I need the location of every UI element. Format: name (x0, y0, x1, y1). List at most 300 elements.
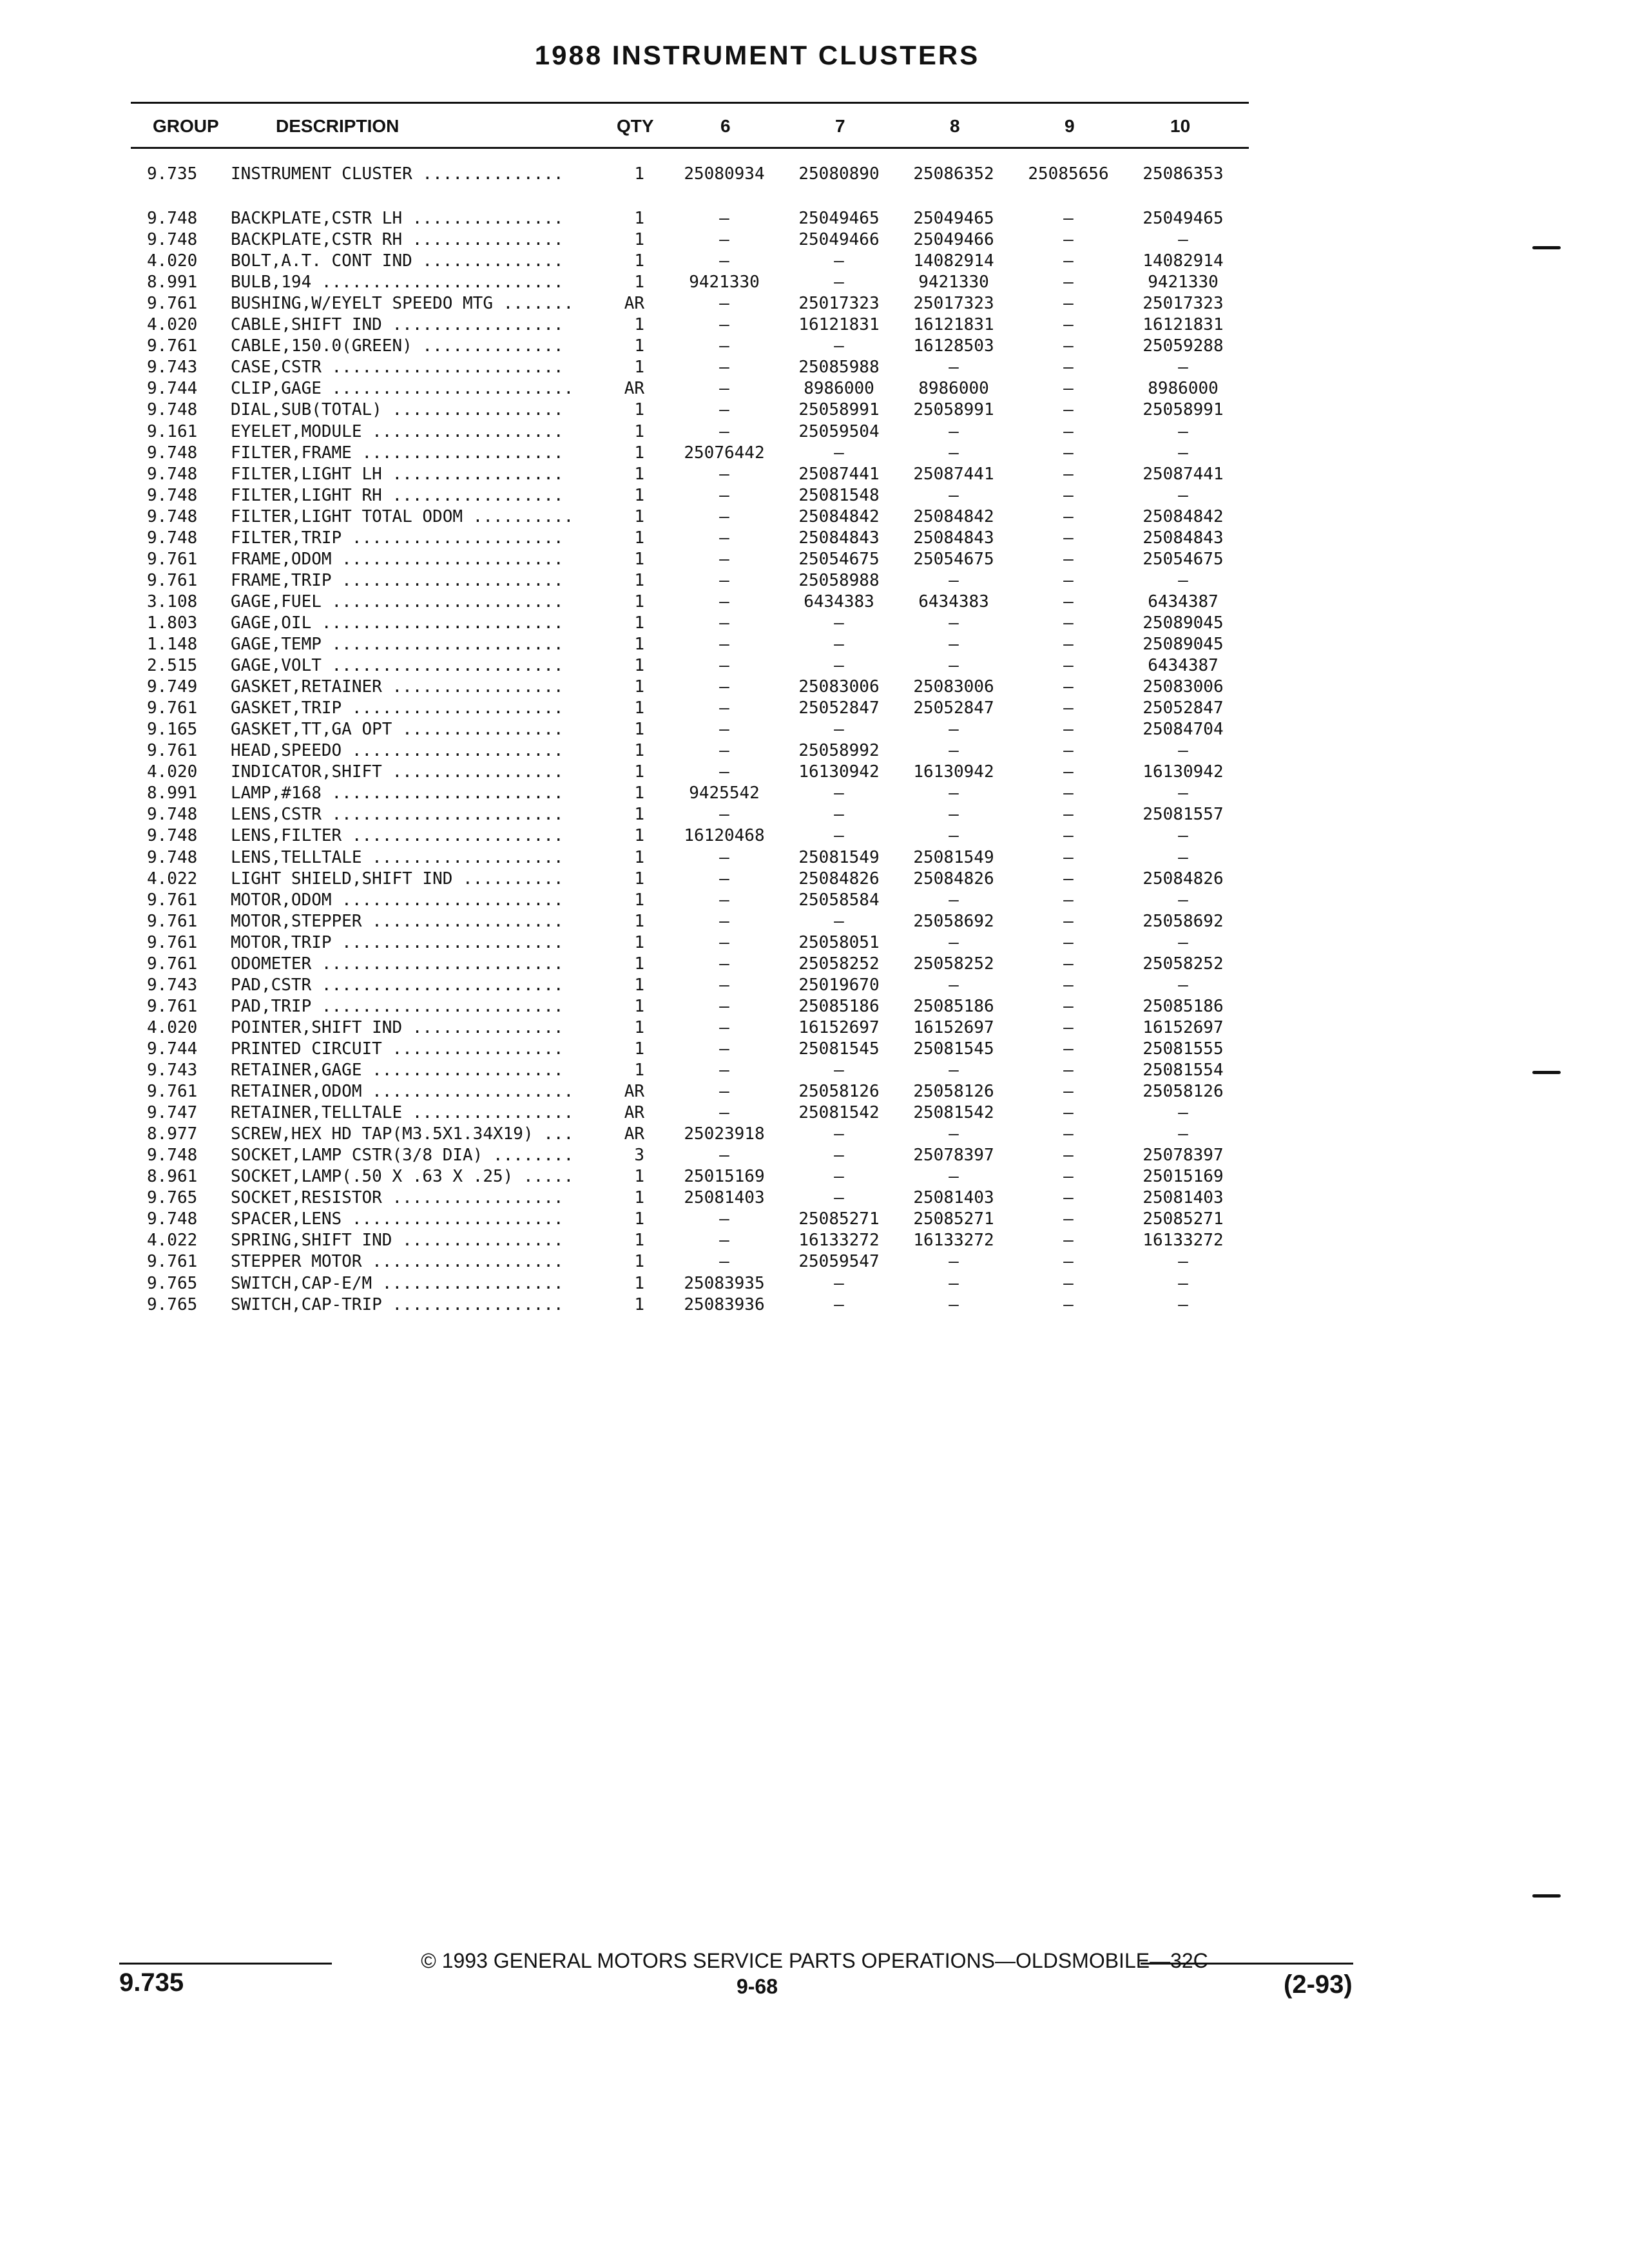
margin-mark (1532, 1894, 1561, 1898)
description-cell: GAGE,TEMP ....................... (231, 635, 564, 654)
part-number-cell: — (834, 1061, 844, 1080)
description-cell: PAD,TRIP ........................ (231, 996, 564, 1016)
part-number-cell: 25086352 (913, 164, 994, 184)
part-number-cell: 9421330 (1148, 273, 1219, 293)
part-number-cell: — (1063, 1017, 1074, 1037)
part-number-cell: — (1178, 230, 1188, 250)
part-number-cell: — (1063, 1294, 1074, 1314)
part-number-cell: — (1063, 762, 1074, 782)
table-row (0, 953, 1289, 975)
part-number-cell: — (1063, 294, 1074, 314)
table-row (0, 207, 1289, 229)
description-cell: SOCKET,LAMP(.50 X .63 X .25) ..... (231, 1167, 574, 1187)
part-number-cell: — (1063, 273, 1074, 293)
description-cell: SWITCH,CAP-E/M .................. (231, 1273, 564, 1293)
part-number-cell: 25052847 (913, 698, 994, 718)
part-number-cell: — (1178, 1124, 1188, 1144)
qty-cell: 1 (634, 549, 644, 569)
description-cell: GAGE,FUEL ....................... (231, 591, 564, 611)
part-number-cell: 25085186 (798, 996, 880, 1016)
part-number-cell: — (949, 485, 959, 505)
part-number-cell: — (834, 826, 844, 846)
group-cell: 4.022 (147, 869, 198, 889)
part-number-cell: — (1178, 1294, 1188, 1314)
part-number-cell: — (719, 677, 729, 697)
part-number-cell: 25058252 (798, 954, 880, 974)
footer-page-number: 9-68 (736, 1975, 778, 1998)
part-number-cell: 16152697 (1142, 1017, 1224, 1037)
group-cell: 9.765 (147, 1188, 198, 1208)
part-number-cell: — (834, 251, 844, 271)
part-number-cell: — (834, 720, 844, 740)
table-row (0, 548, 1289, 570)
group-cell: 1.803 (147, 613, 198, 633)
part-number-cell: — (1063, 1061, 1074, 1080)
footer-section-number: 9.735 (119, 1968, 184, 1997)
part-number-cell: 25081554 (1142, 1061, 1224, 1080)
part-number-cell: 25049466 (798, 230, 880, 250)
qty-cell: 1 (634, 1167, 644, 1187)
part-number-cell: 16152697 (798, 1017, 880, 1037)
qty-cell: 1 (634, 1188, 644, 1208)
group-cell: 4.020 (147, 1017, 198, 1037)
table-row (0, 889, 1289, 911)
part-number-cell: — (719, 1252, 729, 1272)
part-number-cell: — (1178, 975, 1188, 995)
part-number-cell: — (1063, 720, 1074, 740)
group-cell: 9.765 (147, 1294, 198, 1314)
part-number-cell: 25085271 (798, 1209, 880, 1229)
column-header-7: 7 (835, 116, 845, 136)
group-cell: 9.761 (147, 890, 198, 910)
group-cell: 9.744 (147, 1039, 198, 1059)
table-row (0, 825, 1289, 847)
group-cell: 9.761 (147, 911, 198, 931)
part-number-cell: — (949, 741, 959, 761)
table-row (0, 1229, 1289, 1251)
part-number-cell: 25084704 (1142, 720, 1224, 740)
part-number-cell: 25084826 (798, 869, 880, 889)
part-number-cell: — (1063, 975, 1074, 995)
part-number-cell: 6434387 (1148, 591, 1219, 611)
part-number-cell: 25049466 (913, 230, 994, 250)
part-number-cell: — (1178, 485, 1188, 505)
part-number-cell: — (1063, 826, 1074, 846)
description-cell: CABLE,150.0(GREEN) .............. (231, 336, 564, 356)
description-cell: FRAME,ODOM ...................... (231, 549, 564, 569)
group-cell: 9.748 (147, 506, 198, 526)
column-header-8: 8 (950, 116, 960, 136)
part-number-cell: — (719, 315, 729, 335)
part-number-cell: — (1063, 400, 1074, 420)
part-number-cell: — (719, 1146, 729, 1166)
group-cell: 4.020 (147, 251, 198, 271)
description-cell: CLIP,GAGE ........................ (231, 379, 574, 399)
qty-cell: 1 (634, 656, 644, 676)
description-cell: FILTER,LIGHT TOTAL ODOM .......... (231, 506, 574, 526)
part-number-cell: — (1063, 613, 1074, 633)
qty-cell: 1 (634, 975, 644, 995)
part-number-cell: 16152697 (913, 1017, 994, 1037)
part-number-cell: 25083935 (684, 1273, 765, 1293)
group-cell: 3.108 (147, 591, 198, 611)
part-number-cell: — (1063, 635, 1074, 654)
part-number-cell: — (949, 1124, 959, 1144)
qty-cell: 1 (634, 932, 644, 952)
group-cell: 9.748 (147, 443, 198, 463)
part-number-cell: 25081555 (1142, 1039, 1224, 1059)
table-row (0, 612, 1289, 634)
description-cell: SPACER,LENS ..................... (231, 1209, 564, 1229)
table-row (0, 782, 1289, 804)
part-number-cell: — (949, 1061, 959, 1080)
qty-cell: 1 (634, 1039, 644, 1059)
margin-mark (1532, 246, 1561, 249)
part-number-cell: 14082914 (913, 251, 994, 271)
margin-mark (1532, 1071, 1561, 1074)
part-number-cell: — (1063, 358, 1074, 378)
part-number-cell: 25087441 (913, 464, 994, 484)
part-number-cell: — (949, 1252, 959, 1272)
part-number-cell: — (1063, 996, 1074, 1016)
header-bottom-rule (131, 147, 1249, 149)
part-number-cell: 25081403 (684, 1188, 765, 1208)
description-cell: FILTER,LIGHT RH ................. (231, 485, 564, 505)
part-number-cell: — (1178, 1273, 1188, 1293)
part-number-cell: 25081403 (1142, 1188, 1224, 1208)
part-number-cell: — (1063, 783, 1074, 803)
description-cell: BUSHING,W/EYELT SPEEDO MTG ....... (231, 294, 574, 314)
group-cell: 9.748 (147, 826, 198, 846)
table-row (0, 974, 1289, 996)
table-row (0, 1102, 1289, 1124)
description-cell: GAGE,VOLT ....................... (231, 656, 564, 676)
part-number-cell: — (1063, 869, 1074, 889)
group-cell: 9.748 (147, 1209, 198, 1229)
qty-cell: 1 (634, 698, 644, 718)
part-number-cell: — (1063, 1167, 1074, 1187)
part-number-cell: — (949, 635, 959, 654)
qty-cell: 1 (634, 1231, 644, 1251)
part-number-cell: — (949, 358, 959, 378)
group-cell: 9.748 (147, 400, 198, 420)
group-cell: 2.515 (147, 656, 198, 676)
part-number-cell: — (1063, 591, 1074, 611)
group-cell: 8.977 (147, 1124, 198, 1144)
part-number-cell: — (1063, 209, 1074, 228)
part-number-cell: — (719, 379, 729, 399)
description-cell: EYELET,MODULE ................... (231, 421, 564, 441)
qty-cell: 1 (634, 1209, 644, 1229)
part-number-cell: 25015169 (684, 1167, 765, 1187)
qty-cell: 1 (634, 741, 644, 761)
part-number-cell: — (1063, 506, 1074, 526)
part-number-cell: — (834, 805, 844, 825)
part-number-cell: — (1063, 1103, 1074, 1123)
table-row (0, 1251, 1289, 1273)
part-number-cell: 25084842 (798, 506, 880, 526)
part-number-cell: 16121831 (798, 315, 880, 335)
part-number-cell: — (1063, 741, 1074, 761)
qty-cell: 1 (634, 273, 644, 293)
description-cell: GAGE,OIL ........................ (231, 613, 564, 633)
part-number-cell: 25054675 (913, 549, 994, 569)
part-number-cell: — (719, 209, 729, 228)
part-number-cell: — (1178, 890, 1188, 910)
part-number-cell: — (1063, 890, 1074, 910)
footer-copyright: © 1993 GENERAL MOTORS SERVICE PARTS OPERATIONS—OLDSMOBILE—32C (421, 1949, 1208, 1972)
part-number-cell: 8986000 (804, 379, 874, 399)
qty-cell: AR (624, 1103, 644, 1123)
description-cell: RETAINER,GAGE ................... (231, 1061, 564, 1080)
part-number-cell: 25015169 (1142, 1167, 1224, 1187)
part-number-cell: — (719, 720, 729, 740)
table-header (0, 116, 1289, 142)
description-cell: RETAINER,ODOM .................... (231, 1082, 574, 1102)
part-number-cell: — (1178, 847, 1188, 867)
part-number-cell: 25078397 (1142, 1146, 1224, 1166)
part-number-cell: — (949, 570, 959, 590)
part-number-cell: — (719, 890, 729, 910)
description-cell: DIAL,SUB(TOTAL) ................. (231, 400, 564, 420)
group-cell: 9.761 (147, 570, 198, 590)
column-header-6: 6 (720, 116, 731, 136)
part-number-cell: 25083006 (798, 677, 880, 697)
description-cell: FRAME,TRIP ...................... (231, 570, 564, 590)
table-row (0, 697, 1289, 719)
part-number-cell: 25087441 (798, 464, 880, 484)
part-number-cell: — (834, 1188, 844, 1208)
part-number-cell: — (1063, 528, 1074, 548)
part-number-cell: — (1063, 1231, 1074, 1251)
part-number-cell: — (1063, 485, 1074, 505)
part-number-cell: 25054675 (1142, 549, 1224, 569)
table-row (0, 633, 1289, 655)
description-cell: INSTRUMENT CLUSTER .............. (231, 164, 564, 184)
table-row (0, 761, 1289, 783)
part-number-cell: 25084843 (913, 528, 994, 548)
part-number-cell: 25083006 (1142, 677, 1224, 697)
description-cell: MOTOR,STEPPER ................... (231, 911, 564, 931)
part-number-cell: 25017323 (913, 294, 994, 314)
table-row (0, 1208, 1289, 1230)
description-cell: CASE,CSTR ....................... (231, 358, 564, 378)
part-number-cell: 25080890 (798, 164, 880, 184)
description-cell: RETAINER,TELLTALE ................ (231, 1103, 574, 1123)
part-number-cell: 25086353 (1142, 164, 1224, 184)
part-number-cell: 25085186 (1142, 996, 1224, 1016)
part-number-cell: 16121831 (913, 315, 994, 335)
part-number-cell: — (719, 464, 729, 484)
part-number-cell: 25081549 (798, 847, 880, 867)
table-row (0, 399, 1289, 421)
table-row (0, 868, 1289, 890)
part-number-cell: 8986000 (1148, 379, 1219, 399)
group-cell: 9.761 (147, 549, 198, 569)
qty-cell: 1 (634, 826, 644, 846)
part-number-cell: 25058992 (798, 741, 880, 761)
page-title: 1988 INSTRUMENT CLUSTERS (534, 40, 980, 70)
group-cell: 9.161 (147, 421, 198, 441)
part-number-cell: 25084842 (1142, 506, 1224, 526)
table-row (0, 229, 1289, 251)
part-number-cell: 25084826 (913, 869, 994, 889)
part-number-cell: — (1178, 1252, 1188, 1272)
column-header-9: 9 (1065, 116, 1075, 136)
part-number-cell: — (719, 975, 729, 995)
table-row (0, 1081, 1289, 1102)
description-cell: SOCKET,RESISTOR ................. (231, 1188, 564, 1208)
part-number-cell: — (719, 1017, 729, 1037)
part-number-cell: 25081548 (798, 485, 880, 505)
qty-cell: 1 (634, 164, 644, 184)
part-number-cell: 25078397 (913, 1146, 994, 1166)
part-number-cell: 25081545 (913, 1039, 994, 1059)
description-cell: LIGHT SHIELD,SHIFT IND .......... (231, 869, 564, 889)
part-number-cell: 16133272 (1142, 1231, 1224, 1251)
qty-cell: 1 (634, 762, 644, 782)
part-number-cell: 25019670 (798, 975, 880, 995)
part-number-cell: — (1178, 826, 1188, 846)
part-number-cell: — (719, 1061, 729, 1080)
table-row (0, 803, 1289, 825)
group-cell: 4.020 (147, 762, 198, 782)
table-row (0, 932, 1289, 954)
table-row (0, 1187, 1289, 1209)
part-number-cell: — (1178, 1103, 1188, 1123)
part-number-cell: 25049465 (1142, 209, 1224, 228)
qty-cell: 1 (634, 443, 644, 463)
part-number-cell: — (834, 1124, 844, 1144)
table-row (0, 740, 1289, 762)
qty-cell: 1 (634, 506, 644, 526)
part-number-cell: 25058991 (913, 400, 994, 420)
description-cell: FILTER,LIGHT LH ................. (231, 464, 564, 484)
part-number-cell: 25081549 (913, 847, 994, 867)
qty-cell: 1 (634, 358, 644, 378)
part-number-cell: — (719, 911, 729, 931)
part-number-cell: — (949, 932, 959, 952)
table-row (0, 421, 1289, 443)
part-number-cell: — (719, 1082, 729, 1102)
part-number-cell: — (1063, 315, 1074, 335)
description-cell: POINTER,SHIFT IND ............... (231, 1017, 564, 1037)
part-number-cell: — (1063, 230, 1074, 250)
description-cell: FILTER,TRIP ..................... (231, 528, 564, 548)
part-number-cell: 25058252 (913, 954, 994, 974)
qty-cell: 1 (634, 230, 644, 250)
part-number-cell: 9425542 (689, 783, 760, 803)
part-number-cell: — (949, 826, 959, 846)
part-number-cell: — (1063, 1039, 1074, 1059)
description-cell: ODOMETER ........................ (231, 954, 564, 974)
part-number-cell: 25085988 (798, 358, 880, 378)
table-row (0, 1017, 1289, 1039)
part-number-cell: — (834, 1146, 844, 1166)
group-cell: 9.747 (147, 1103, 198, 1123)
part-number-cell: — (834, 1273, 844, 1293)
part-number-cell: — (719, 805, 729, 825)
part-number-cell: 16121831 (1142, 315, 1224, 335)
part-number-cell: 16120468 (684, 826, 765, 846)
qty-cell: 1 (634, 720, 644, 740)
part-number-cell: — (1178, 443, 1188, 463)
part-number-cell: — (1178, 932, 1188, 952)
part-number-cell: 25059288 (1142, 336, 1224, 356)
part-number-cell: — (719, 762, 729, 782)
part-number-cell: — (719, 954, 729, 974)
qty-cell: 1 (634, 315, 644, 335)
part-number-cell: — (719, 741, 729, 761)
part-number-cell: — (834, 635, 844, 654)
part-number-cell: 25023918 (684, 1124, 765, 1144)
group-cell: 9.765 (147, 1273, 198, 1293)
part-number-cell: 25052847 (1142, 698, 1224, 718)
part-number-cell: 16133272 (798, 1231, 880, 1251)
part-number-cell: 14082914 (1142, 251, 1224, 271)
part-number-cell: — (1178, 358, 1188, 378)
qty-cell: 1 (634, 209, 644, 228)
description-cell: LAMP,#168 ....................... (231, 783, 564, 803)
qty-cell: 1 (634, 1294, 644, 1314)
part-number-cell: — (1063, 421, 1074, 441)
part-number-cell: 25081557 (1142, 805, 1224, 825)
table-row (0, 1144, 1289, 1166)
part-number-cell: 25081545 (798, 1039, 880, 1059)
part-number-cell: 25084843 (798, 528, 880, 548)
table-row (0, 335, 1289, 357)
part-number-cell: 25085186 (913, 996, 994, 1016)
part-number-cell: 25076442 (684, 443, 765, 463)
table-row (0, 1166, 1289, 1187)
qty-cell: 1 (634, 591, 644, 611)
column-header-qty: QTY (617, 116, 654, 136)
table-row (0, 910, 1289, 932)
part-number-cell: 25058988 (798, 570, 880, 590)
part-number-cell: — (1063, 1188, 1074, 1208)
part-number-cell: 25084842 (913, 506, 994, 526)
part-number-cell: 25058991 (1142, 400, 1224, 420)
part-number-cell: — (719, 698, 729, 718)
qty-cell: 1 (634, 485, 644, 505)
part-number-cell: — (1063, 954, 1074, 974)
qty-cell: 1 (634, 1273, 644, 1293)
part-number-cell: — (719, 336, 729, 356)
qty-cell: 1 (634, 1061, 644, 1080)
group-cell: 9.735 (147, 164, 198, 184)
part-number-cell: 6434383 (918, 591, 989, 611)
group-cell: 9.748 (147, 209, 198, 228)
part-number-cell: — (1063, 549, 1074, 569)
table-row (0, 378, 1289, 399)
part-number-cell: — (1178, 421, 1188, 441)
table-row (0, 591, 1289, 613)
part-number-cell: — (719, 613, 729, 633)
qty-cell: 1 (634, 464, 644, 484)
description-cell: PAD,CSTR ........................ (231, 975, 564, 995)
qty-cell: AR (624, 1124, 644, 1144)
part-number-cell: 16133272 (913, 1231, 994, 1251)
part-number-cell: — (719, 506, 729, 526)
part-number-cell: 25083936 (684, 1294, 765, 1314)
qty-cell: 1 (634, 400, 644, 420)
part-number-cell: — (719, 421, 729, 441)
part-number-cell: — (949, 783, 959, 803)
table-row (0, 314, 1289, 336)
description-cell: BACKPLATE,CSTR LH ............... (231, 209, 564, 228)
table-row (0, 1123, 1289, 1145)
part-number-cell: — (1063, 656, 1074, 676)
